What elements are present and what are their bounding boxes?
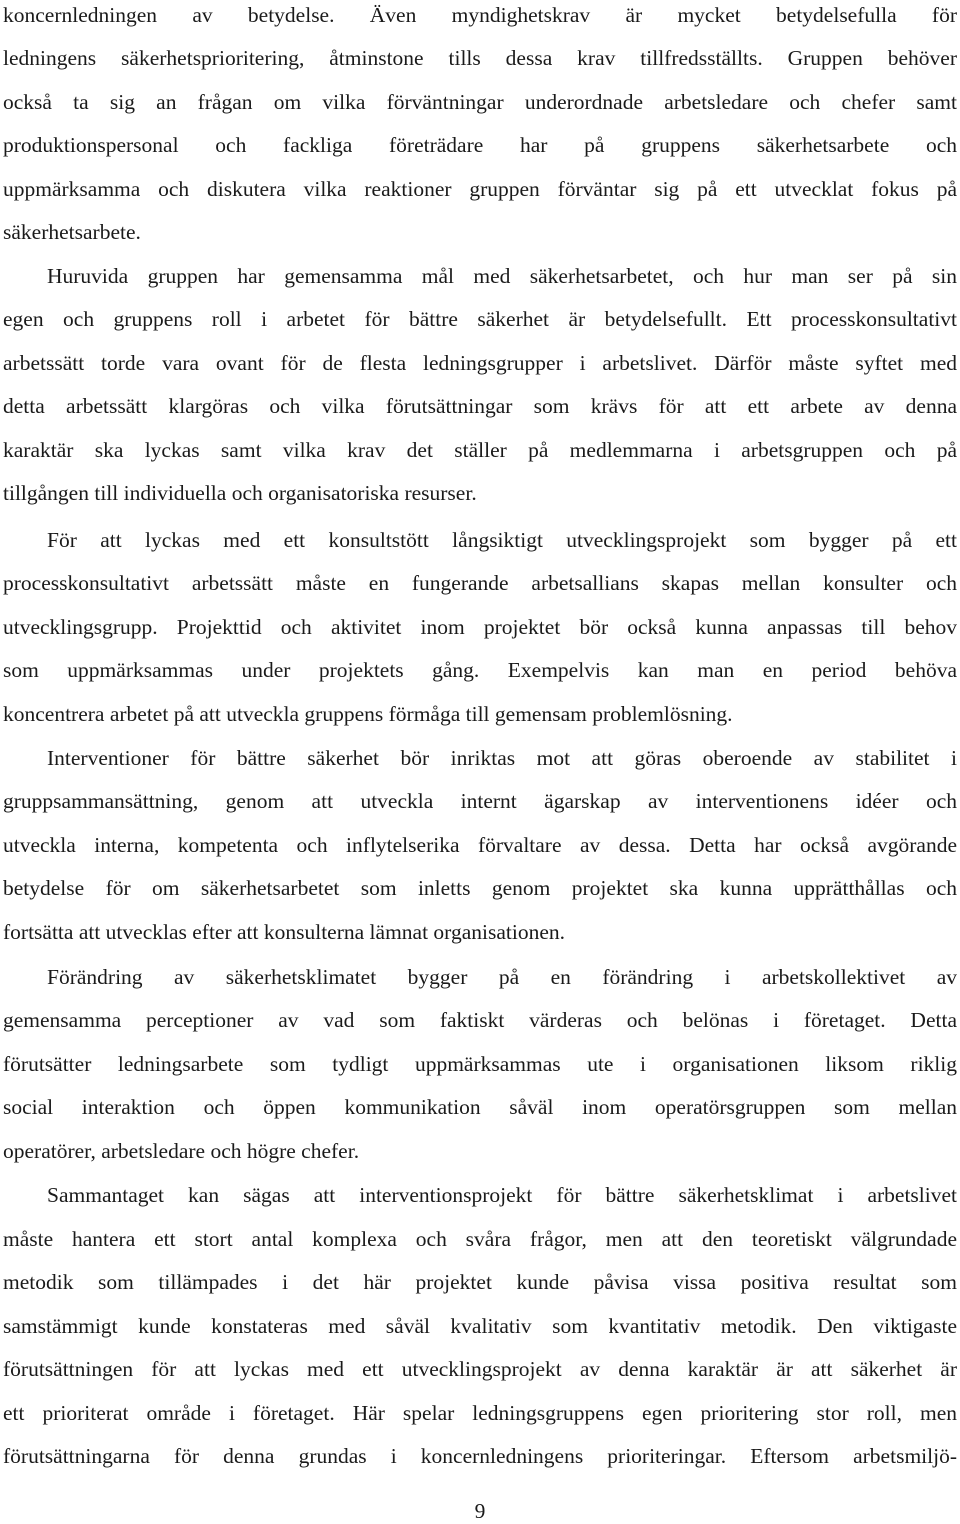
text-line: egen och gruppens roll i arbetet för bättre säkerhet är betydelsefullt. Ett processkonsultativt [3,307,957,331]
text-line: utvecklingsgrupp. Projekttid och aktivitet inom projektet bör också kunna anpassas till behov [3,615,957,639]
text-line: koncernledningen av betydelse. Även myndighetskrav är mycket betydelsefulla för [3,3,957,27]
text-line: produktionspersonal och fackliga företrädare har på gruppens säkerhetsarbete och [3,133,957,157]
text-line: detta arbetssätt klargöras och vilka förutsättningar som krävs för att ett arbete av denna [3,394,957,418]
text-line: utveckla interna, kompetenta och inflytelserika förvaltare av dessa. Detta har också avgörande [3,833,957,857]
text-line: uppmärksamma och diskutera vilka reaktioner gruppen förväntar sig på ett utvecklat fokus på [3,177,957,201]
text-line: förutsättningen för att lyckas med ett utvecklingsprojekt av denna karaktär är att säkerhet är [3,1357,957,1381]
text-line: arbetssätt torde vara ovant för de flesta ledningsgrupper i arbetslivet. Därför måste syftet med [3,351,957,375]
text-line: Förändring av säkerhetsklimatet bygger på en förändring i arbetskollektivet av [47,965,957,989]
text-line: gemensamma perceptioner av vad som faktiskt värderas och belönas i företaget. Detta [3,1008,957,1032]
text-line: Interventioner för bättre säkerhet bör inriktas mot att göras oberoende av stabilitet i [47,746,957,770]
text-line: förutsättningarna för denna grundas i koncernledningens prioriteringar. Eftersom arbetsmiljö- [3,1444,957,1468]
text-line: social interaktion och öppen kommunikation såväl inom operatörsgruppen som mellan [3,1095,957,1119]
text-line: också ta sig an frågan om vilka förväntningar underordnade arbetsledare och chefer samt [3,90,957,114]
text-line: Sammantaget kan sägas att interventionsprojekt för bättre säkerhetsklimat i arbetslivet [47,1183,957,1207]
text-line: måste hantera ett stort antal komplexa och svåra frågor, men att den teoretiskt välgrundade [3,1227,957,1251]
text-line: tillgången till individuella och organisatoriska resurser. [3,481,477,505]
page-number: 9 [474,1499,486,1523]
text-line: ett prioriterat område i företaget. Här spelar ledningsgruppens egen prioritering stor roll, men [3,1401,957,1425]
text-line: karaktär ska lyckas samt vilka krav det ställer på medlemmarna i arbetsgruppen och på [3,438,957,462]
text-line: samstämmigt kunde konstateras med såväl kvalitativ som kvantitativ metodik. Den viktigaste [3,1314,957,1338]
text-line: betydelse för om säkerhetsarbetet som inletts genom projektet ska kunna upprätthållas och [3,876,957,900]
text-line: För att lyckas med ett konsultstött långsiktigt utvecklingsprojekt som bygger på ett [47,528,957,552]
text-line: koncentrera arbetet på att utveckla gruppens förmåga till gemensam problemlösning. [3,702,733,726]
text-line: gruppsammansättning, genom att utveckla internt ägarskap av interventionens idéer och [3,789,957,813]
text-line: Huruvida gruppen har gemensamma mål med säkerhetsarbetet, och hur man ser på sin [47,264,957,288]
text-line: förutsätter ledningsarbete som tydligt uppmärksammas ute i organisationen liksom riklig [3,1052,957,1076]
text-line: metodik som tillämpades i det här projektet kunde påvisa vissa positiva resultat som [3,1270,957,1294]
text-line: ledningens säkerhetsprioritering, åtminstone tills dessa krav tillfredsställts. Gruppen behöver [3,46,957,70]
text-line: processkonsultativt arbetssätt måste en fungerande arbetsallians skapas mellan konsulter och [3,571,957,595]
text-line: som uppmärksammas under projektets gång. Exempelvis kan man en period behöva [3,658,957,682]
text-line: operatörer, arbetsledare och högre chefer. [3,1139,360,1163]
text-line: fortsätta att utvecklas efter att konsulterna lämnat organisationen. [3,920,565,944]
text-line: säkerhetsarbete. [3,220,141,244]
